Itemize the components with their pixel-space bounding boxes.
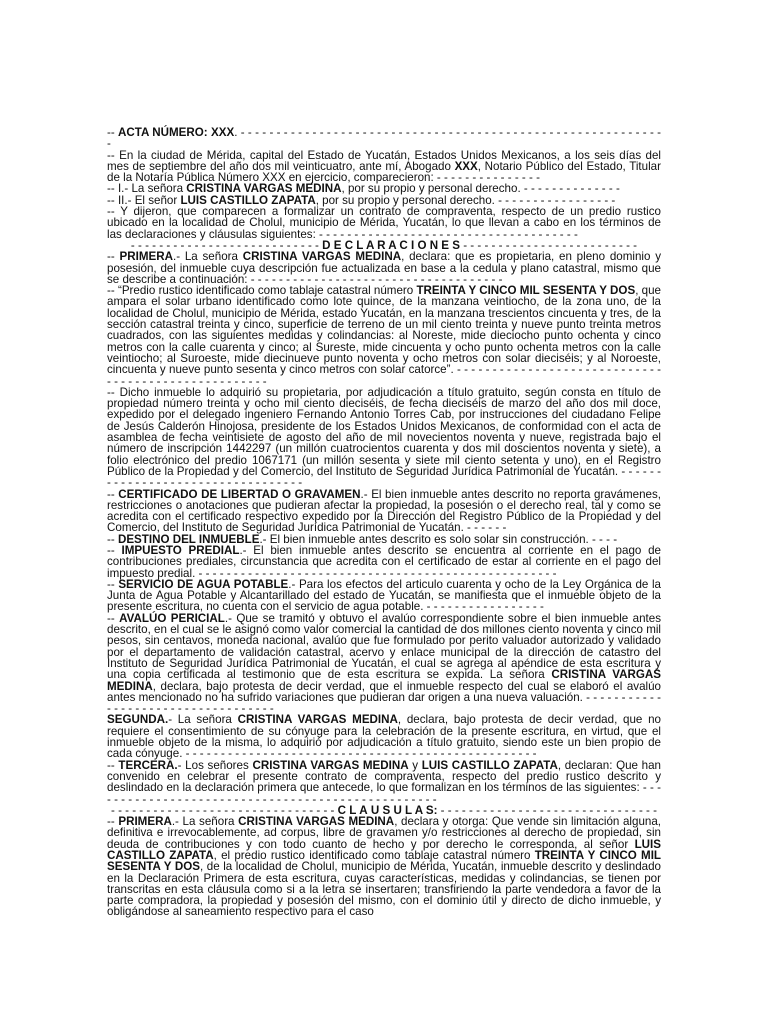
text-run: -- bbox=[107, 250, 120, 264]
text-run: - - - - - - - - - - - - - - - - - - - - - - - - - - - - - - - - bbox=[110, 804, 338, 817]
text-run: .- El bien inmueble antes descrito no reporta gravámenes, restricciones o anotaciones que pudieran afectar la propiedad, la posesión o el derecho real, tal y como se acredita con el certificado respectivo expedido por la Dirección del Registro Público de la Propiedad y del Comercio, del Instituto de Seguridad Jurídica Patrimonial de Yucatán. - - - - - - bbox=[107, 487, 661, 535]
avaluo-pericial bbox=[107, 613, 661, 715]
bold-text: D E C L A R A C I O N E S bbox=[322, 239, 460, 252]
text-run: , declara: que es propietaria, en pleno dominio y posesión, del inmueble cuya descripción fue actualizada en base a la cedula y plano catastral, mismo que se describe a continuación: - - - - - - - - - - - - - - - - - - - - - - - - - - - - - - - - - - - - bbox=[107, 250, 661, 286]
text-run: , declara, bajo protesta de decir verdad, que el inmueble respecto del cual se elaboró el avalúo antes mencionado no ha sufrido variaciones que pudieran dar origen a una nueva valuación. - - - - - - - - - - - - - - - - - - - - - - - - - - - - - - - - - - - bbox=[107, 679, 661, 716]
text-run: .- La señora bbox=[172, 250, 243, 264]
text-run: , declara, bajo protesta de decir verdad, que no requiere el consentimiento de su cónyuge para la celebración de la presente escritura, en virtud, que el inmueble objeto de la misma, lo adquirió por adjudicación a título gratuito, siendo este un bien propio de cada cónyuge. - - - - - - - - - - - - - - - - - - - - - - - - - - - - - - - - - - - - - - - - - - - - - - - - - - bbox=[107, 713, 661, 761]
text-run: - - - - - - - - - - - - - - - - - - - - - - - - - - - - - - - bbox=[437, 804, 657, 817]
primera-declaracion bbox=[107, 251, 661, 285]
bold-text: CRISTINA VARGAS MEDINA bbox=[186, 182, 342, 196]
bold-text: TREINTA Y CINCO MIL SESENTA Y DOS bbox=[416, 284, 636, 298]
text-run: .- Para los efectos del articulo cuarenta y ocho de la Ley Orgánica de la Junta de Agua Potable y Alcantarillado del estado de Yucatán, se manifiesta que el inmueble objeto de la presente escritura, no cuenta con el servicio de agua potable. - - - - - - - - - - - - - - - - - bbox=[107, 577, 661, 614]
text-run: , declara y otorga: Que vende sin limitación alguna, definitiva e irrevocablemente, ad corpus, libre de gravamen y/o restricciones al derecho de propiedad, sin deuda de contribuciones y con todo cuanto de hecho y por derecho le corresponda, al señor bbox=[107, 815, 662, 851]
text-run: -- Y dijeron, que comparecen a formalizar un contrato de compraventa, respecto de un predio rustico ubicado en la localidad de Cholul, municipio de Mérida, Yucatán, lo que llevan a cabo en los términos de las declaraciones y cláusulas siguientes: - - - - - - - - - - - - - - - - - - - - - - - - - - - - - - - - - - - - - bbox=[107, 205, 661, 241]
bold-text: LUIS CASTILLO ZAPATA bbox=[107, 837, 661, 862]
text-run: - - - - - - - - - - - - - - - - - - - - - - - - - bbox=[460, 239, 638, 252]
primera-clausula bbox=[107, 816, 661, 918]
text-run: y bbox=[408, 758, 422, 772]
certificado-libertad bbox=[107, 489, 661, 534]
text-run: -- bbox=[107, 577, 119, 591]
text-run: , de la localidad de Cholul, municipio de Mérida, Yucatán, inmueble descrito y deslindado en la Declaración Primera de esta escritura, cuyas características, medidas y colindancias, se tienen por transcritas en esta cláusula como si a la letra se insertaren; transfiriendo la parte vendedora a favor de la parte compradora, la propiedad y posesión del mismo, con el dominio útil y directo de dicho inmueble, y obligándose al saneamiento respectivo para el caso bbox=[107, 860, 661, 919]
text-run: - La señora bbox=[168, 713, 238, 727]
text-run: , declaran: Que han convenido en celebrar el presente contrato de compraventa, respecto del predio rustico descrito y deslindado en la declaración primera que antecede, lo que formalizan en los términos de las siguientes: - - - - - - - - - - - - - - - - - - - - - - - - - - - - - - - - - - - - - - - - - - - - - - - - - - bbox=[107, 758, 662, 806]
bold-text: TERCERA. bbox=[118, 758, 178, 772]
text-run: , Notario Público del Estado, Titular de la Notaría Pública Número XXX en ejercicio, comparecieron: - - - - - - - - - - - - - - - bbox=[107, 159, 661, 185]
text-run: .- Que se tramitó y obtuvo el avalúo correspondiente sobre el bien inmueble antes descrito, en el cual se le asignó como valor comercial la cantidad de dos millones ciento noventa y cinco mil pesos, sin centavos, moneda nacional, avalúo que fue formulado por perito valuador autorizado y validado por el departamento de validación catastral, acervo y enlace municipal de la dirección de catastro del Instituto de Seguridad Jurídica Patrimonial de Yucatán, el cual se agrega al apéndice de esta escritura y una copia certificada al testimonio que de esta escritura se expida. La señora bbox=[107, 611, 661, 682]
document-page bbox=[107, 127, 661, 918]
bold-text: CERTIFICADO DE LIBERTAD O GRAVAMEN bbox=[118, 487, 361, 501]
text-run: .- La señora bbox=[171, 815, 239, 829]
adquisicion-paragraph bbox=[107, 387, 661, 489]
text-run: - - - - - - - - - - - - - - - - - - - - - - - - - - - bbox=[130, 239, 323, 252]
text-run: -- bbox=[107, 126, 119, 139]
intro-paragraph bbox=[107, 150, 661, 184]
text-run: -- bbox=[107, 611, 120, 625]
bold-text: SEGUNDA. bbox=[107, 713, 169, 727]
text-run: - Los señores bbox=[177, 758, 253, 772]
bold-text: PRIMERA bbox=[119, 250, 173, 264]
text-run: , que ampara el solar urbano identificado como lote quince, de la manzana veintiocho, de la zona uno, de la localidad de Cholul, municipio de Mérida, estado Yucatán, en la manzana trescientos cincuenta y tres, de la sección catastral treinta y cinco, superficie de terreno de un mil ciento treinta y nueve punto treinta metros cuadrados, con las siguientes medidas y colindancias: al Noreste, mide dieciocho punto ochenta y cinco metros con la calle cuarenta y cinco; al Sureste, mide cincuenta y ocho punto ochenta metros con la calle veintiocho; al Suroeste, mide diecinueve punto noventa y ocho metros con solar dieciséis; y al Noroeste, cincuenta y nueve punto sesenta y cinco metros con solar catorce”. - - - - - - - - - - - - - - - - - - - - - - - - - - - - - - - - - - - - - - - - - - - - - - - - - - - - bbox=[107, 284, 661, 388]
bold-text: CRISTINA VARGAS MEDINA bbox=[238, 815, 395, 829]
bold-text: IMPUESTO PREDIAL bbox=[121, 543, 240, 557]
bold-text: TREINTA Y CINCO MIL SESENTA Y DOS bbox=[107, 849, 661, 874]
bold-text: ACTA NÚMERO: XXX bbox=[118, 126, 235, 139]
tercera-declaracion bbox=[107, 760, 661, 805]
bold-text: CRISTINA VARGAS MEDINA bbox=[237, 713, 398, 727]
bold-text: AVALÚO PERICIAL bbox=[119, 611, 225, 625]
text-run: -- En la ciudad de Mérida, capital del Estado de Yucatán, Estados Unidos Mexicanos, a los seis días del mes de septiembre del año dos mil veinticuatro, ante mí, Abogado bbox=[107, 148, 661, 173]
acta-numero-line bbox=[107, 127, 661, 150]
text-run: -- bbox=[107, 532, 118, 546]
bold-text: CRISTINA VARGAS MEDINA bbox=[242, 250, 402, 264]
text-run: -- bbox=[107, 815, 119, 829]
predio-descripcion bbox=[107, 285, 661, 387]
text-run: . - - - - - - - - - - - - - - - - - - - - - - - - - - - - - - - - - - - - - - - - - - - - - - - - - - - - - - - - - - - - bbox=[107, 126, 661, 151]
bold-text: C L Á U S U L A S: bbox=[337, 804, 438, 817]
bold-text: CRISTINA VARGAS MEDINA bbox=[252, 758, 409, 772]
text-run: -- II.- El señor bbox=[107, 193, 181, 207]
text-run: , por su propio y personal derecho. - - - - - - - - - - - - - - bbox=[341, 182, 620, 196]
text-run: -- I.- La señora bbox=[107, 182, 187, 196]
bold-text: XXX bbox=[454, 159, 478, 173]
text-run: .- El bien inmueble antes descrito se encuentra al corriente en el pago de contribuciones prediales, circunstancia que acredita con el certificado de estar al corriente en el pago del impuesto predial. - - - - - - - - - - - - - - - - - - - - - - - - - - - - - - - - - - - - - - - - - - - - - - - - - - - bbox=[107, 543, 661, 580]
text-run: .- El bien inmueble antes descrito es solo solar sin construcción. - - - - bbox=[259, 532, 618, 546]
bold-text: LUIS CASTILLO ZAPATA bbox=[421, 758, 558, 772]
text-run: -- bbox=[107, 758, 119, 772]
impuesto-predial bbox=[107, 545, 661, 579]
text-run: -- bbox=[107, 487, 119, 501]
bold-text: SERVICIO DE AGUA POTABLE bbox=[118, 577, 289, 591]
bold-text: PRIMERA bbox=[118, 815, 172, 829]
bold-text: LUIS CASTILLO ZAPATA bbox=[180, 193, 316, 207]
bold-text: DESTINO DEL INMUEBLE bbox=[117, 532, 260, 546]
text-run: , el predio rustico identificado como tablaje catastral número bbox=[213, 849, 535, 862]
text-run: , por su propio y personal derecho. - - - - - - - - - - - - - - - - - bbox=[315, 193, 616, 207]
bold-text: CRISTINA VARGAS MEDINA bbox=[107, 668, 661, 693]
text-run: -- “Predio rustico identificado como tablaje catastral número bbox=[107, 284, 417, 298]
segunda-declaracion bbox=[107, 714, 661, 759]
dijeron-paragraph bbox=[107, 206, 661, 240]
text-run: -- bbox=[107, 543, 122, 557]
text-run: -- Dicho inmueble lo adquirió su propietaria, por adjudicación a título gratuito, según consta en título de propiedad número treinta y ocho mil ciento dieciséis, de fecha dieciséis de marzo del año dos mil doce, expedido por el delegado ingeniero Fernando Antonio Torres Cab, por instrucciones del ciudadano Felipe de Jesús Calderón Hinojosa, presidente de los Estados Unidos Mexicanos, de conformidad con el acta de asamblea de fecha veintisiete de agosto del año de mil novecientos noventa y nueve, registrada bajo el número de inscripción 1442297 (un millón cuatrocientos cuarenta y dos mil doscientos noventa y siete), a folio electrónico del predio 1067171 (un millón sesenta y siete mil ciento setenta y uno), en el Registro Público de la Propiedad y del Comercio, del Instituto de Seguridad Jurídica Patrimonial de Yucatán. - - - - - - - - - - - - - - - - - - - - - - - - - - - - - - - - - - bbox=[107, 385, 661, 490]
servicio-agua bbox=[107, 579, 661, 613]
